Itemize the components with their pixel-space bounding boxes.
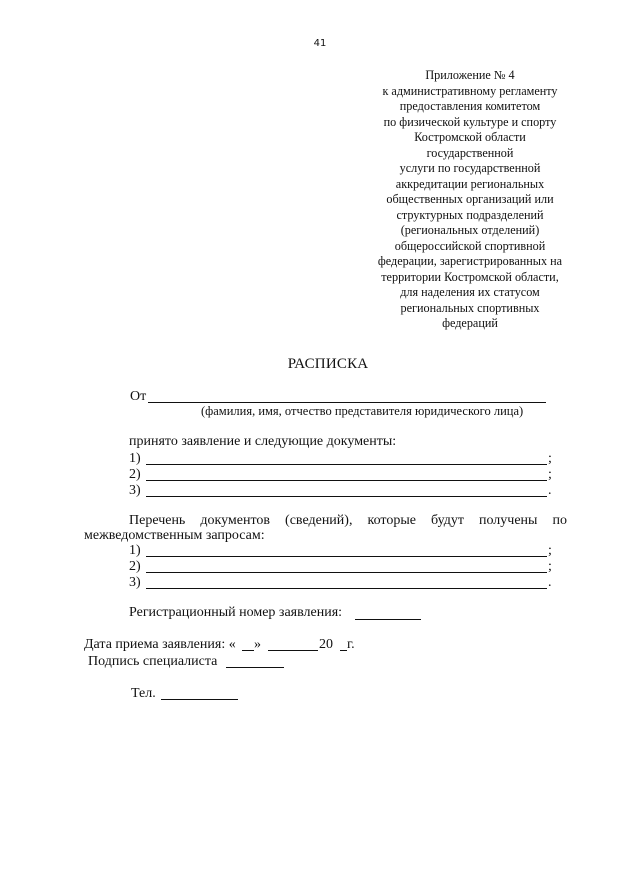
phone-label: Тел. [131,686,156,701]
appendix-line: Костромской области [414,130,526,144]
appendix-line: к административному регламенту [382,83,558,98]
appendix-line: для наделения их статусом [400,285,540,299]
registration-fill-line[interactable] [355,619,421,620]
appendix-line: структурных подразделений [396,207,544,222]
appendix-line: услуги по государственной [399,161,541,175]
from-hint: (фамилия, имя, отчество представителя юридического лица) [201,404,524,418]
interagency-item-number: 3) [129,575,141,590]
interagency-word: документов [200,513,271,528]
appendix-line: Приложение № 4 [425,68,515,82]
date-day-line[interactable] [242,650,254,651]
accepted-item-line[interactable] [146,496,547,497]
accepted-item-number: 1) [129,451,141,466]
interagency-word: которые [367,513,416,528]
interagency-item-end: ; [548,543,552,558]
interagency-word: (сведений), [285,513,353,528]
interagency-line-2: межведомственным запросам: [84,528,265,543]
date-month-line[interactable] [268,650,318,651]
accepted-item-end: . [548,483,552,498]
appendix-line: федераций [442,316,498,330]
date-year-suffix: г. [347,637,355,652]
appendix-line: (региональных отделений) [400,223,540,237]
appendix-line: общероссийской спортивной [394,238,546,253]
appendix-line: региональных спортивных [400,300,540,315]
accepted-item-line[interactable] [146,480,547,481]
accepted-item-end: ; [548,467,552,482]
interagency-item-number: 2) [129,559,141,574]
accepted-item-line[interactable] [146,464,547,465]
signature-fill-line[interactable] [226,667,284,668]
interagency-item-line[interactable] [146,588,547,589]
appendix-line: территории Костромской области, [381,269,559,284]
date-label: Дата приема заявления: « [84,637,236,652]
accepted-item-end: ; [548,451,552,466]
date-close-quote: » [254,637,261,652]
interagency-word: по [552,513,567,528]
from-label: От [130,389,147,404]
accepted-item-number: 3) [129,483,141,498]
appendix-line: государственной [426,145,514,160]
interagency-item-number: 1) [129,543,141,558]
page-number: 41 [313,38,327,49]
date-year-line[interactable] [340,650,347,651]
phone-fill-line[interactable] [161,699,238,700]
interagency-item-end: . [548,575,552,590]
accepted-item-number: 2) [129,467,141,482]
interagency-item-end: ; [548,559,552,574]
accepted-heading: принято заявление и следующие документы: [129,434,397,449]
interagency-word: будут [431,513,464,528]
appendix-line: общественных организаций или [386,192,554,206]
from-fill-line[interactable] [148,402,546,403]
interagency-word: Перечень [129,513,186,528]
appendix-line: предоставления комитетом [399,99,541,113]
date-year-prefix: 20 [319,637,333,652]
interagency-item-line[interactable] [146,556,547,557]
appendix-line: по физической культуре и спорту [383,114,557,129]
appendix-block [350,68,590,332]
signature-label: Подпись специалиста [88,654,218,669]
appendix-line: федерации, зарегистрированных на [377,254,563,268]
document-title: РАСПИСКА [287,356,369,372]
interagency-line-1 [129,513,567,529]
registration-label: Регистрационный номер заявления: [129,605,343,620]
appendix-line: аккредитации региональных [395,176,545,191]
interagency-word: получены [478,513,538,528]
interagency-item-line[interactable] [146,572,547,573]
